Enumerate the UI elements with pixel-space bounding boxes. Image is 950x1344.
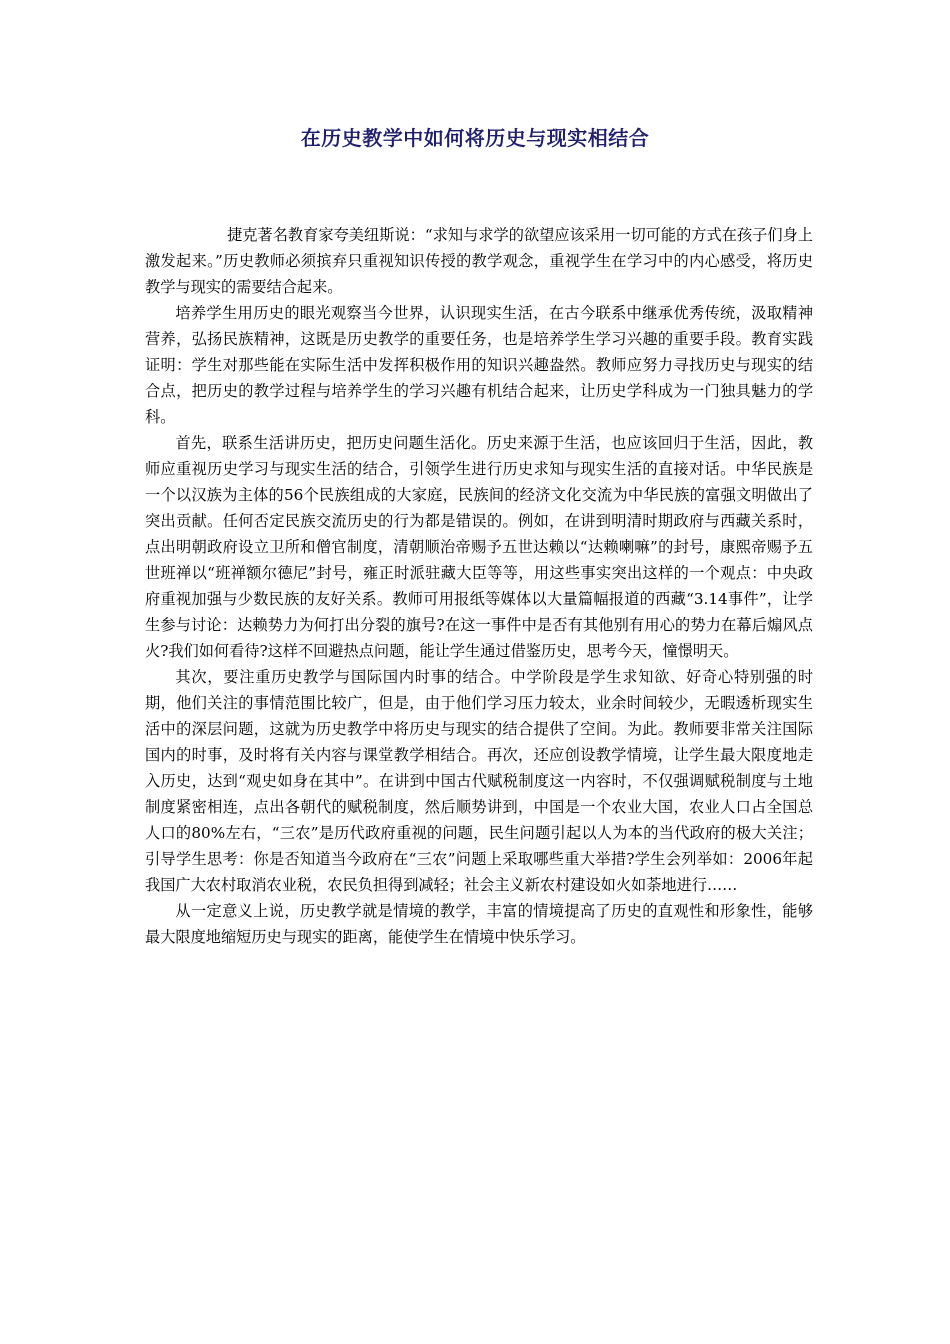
document-title: 在历史教学中如何将历史与现实相结合 [300,126,650,150]
paragraph-5: 从一定意义上说，历史教学就是情境的教学，丰富的情境提高了历史的直观性和形象性，能够最大限度地缩短历史与现实的距离，能使学生在情境中快乐学习。 [145,902,813,946]
paragraph-1: 捷克著名教育家夸美纽斯说：“求知与求学的欲望应该采用一切可能的方式在孩子们身上激发起来。”历史教师必须摈弃只重视知识传授的教学观念，重视学生在学习中的内心感受，将历史教学与现实的需要结合起来。 [145,226,813,296]
paragraph-4: 其次，要注重历史教学与国际国内时事的结合。中学阶段是学生求知欲、好奇心特别强的时期，他们关注的事情范围比较广，但是，由于他们学习压力较太，业余时间较少，无暇透析现实生活中的深层问题，这就为历史教学中将历史与现实的结合提供了空间。为此。教师要非常关注国际国内的时事，及时将有关内容与课堂教学相结合。再次，还应创设教学情境，让学生最大限度地走入历史，达到“观史如身在其中”。在讲到中国古代赋税制度这一内容时，不仅强调赋税制度与土地制度紧密相连，点出各朝代的赋税制度，然后顺势讲到，中国是一个农业大国，农业人口占全国总人口的80%左右，“三农”是历代政府重视的问题，民生问题引起以人为本的当代政府的极大关注；引导学生思考：你是否知道当今政府在“三农”问题上采取哪些重大举措?学生会列举如：2006年起我国广大农村取消农业税，农民负担得到减轻；社会主义新农村建设如火如荼地进行…… [145,668,813,894]
paragraph-2: 培养学生用历史的眼光观察当今世界，认识现实生活，在古今联系中继承优秀传统，汲取精神营养，弘扬民族精神，这既是历史教学的重要任务，也是培养学生学习兴趣的重要手段。教育实践证明：学生对那些能在实际生活中发挥积极作用的知识兴趣盎然。教师应努力寻找历史与现实的结合点，把历史的教学过程与培养学生的学习兴趣有机结合起来，让历史学科成为一门独具魅力的学科。 [145,304,813,426]
document-body [145,222,813,950]
paragraph-3: 首先，联系生活讲历史，把历史问题生活化。历史来源于生活，也应该回归于生活，因此，教师应重视历史学习与现实生活的结合，引领学生进行历史求知与现实生活的直接对话。中华民族是一个以汉族为主体的56个民族组成的大家庭，民族间的经济文化交流为中华民族的富强文明做出了突出贡献。任何否定民族交流历史的行为都是错误的。例如，在讲到明清时期政府与西藏关系时，点出明朝政府设立卫所和僧官制度，清朝顺治帝赐予五世达赖以“达赖喇嘛”的封号，康熙帝赐予五世班禅以“班禅额尔德尼”封号，雍正时派驻藏大臣等等，用这些事实突出这样的一个观点：中央政府重视加强与少数民族的友好关系。教师可用报纸等媒体以大量篇幅报道的西藏“3.14事件”，让学生参与讨论：达赖势力为何打出分裂的旗号?在这一事件中是否有其他别有用心的势力在幕后煽风点火?我们如何看待?这样不回避热点问题，能让学生通过借鉴历史，思考今天，憧憬明天。 [145,434,813,660]
